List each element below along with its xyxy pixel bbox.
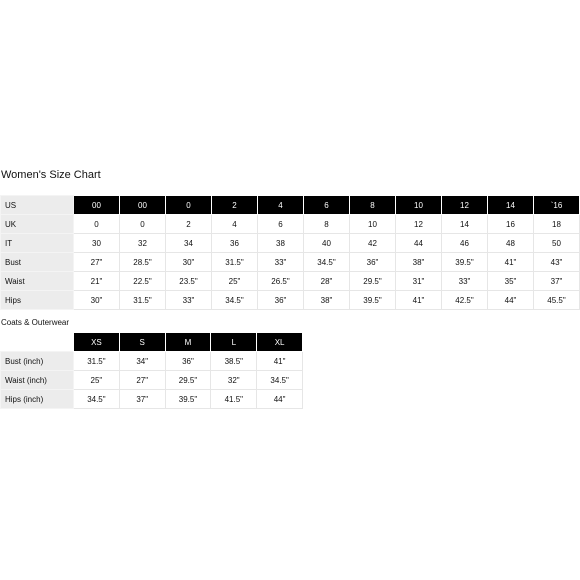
table-cell: 0: [120, 215, 166, 234]
column-header: L: [211, 333, 257, 352]
coats-size-table: [0, 332, 303, 409]
table-cell: 16: [488, 215, 534, 234]
table-cell: 22.5": [120, 272, 166, 291]
table-cell: 46: [442, 234, 488, 253]
table-cell: 38.5": [211, 352, 257, 371]
women-size-table: [0, 195, 580, 310]
table-cell: 41": [396, 291, 442, 310]
table-cell: 40: [304, 234, 350, 253]
table-cell: 36": [165, 352, 211, 371]
table-row: [1, 272, 580, 291]
table-cell: 33": [442, 272, 488, 291]
table-cell: 21": [74, 272, 120, 291]
table-header-row: [1, 333, 303, 352]
column-header: 00: [120, 196, 166, 215]
table-cell: 12: [396, 215, 442, 234]
column-header: 0: [166, 196, 212, 215]
table-cell: 8: [304, 215, 350, 234]
table-row: [1, 352, 303, 371]
row-label: Hips (inch): [1, 390, 74, 409]
table-cell: 31.5": [120, 291, 166, 310]
table-cell: 44": [257, 390, 303, 409]
table-cell: 33": [258, 253, 304, 272]
row-label: Bust: [1, 253, 74, 272]
column-header: XL: [257, 333, 303, 352]
table-cell: 42.5": [442, 291, 488, 310]
empty-corner-cell: [1, 333, 74, 352]
row-label: UK: [1, 215, 74, 234]
table-cell: 29.5": [350, 272, 396, 291]
column-header: `16: [534, 196, 580, 215]
table-cell: 41": [257, 352, 303, 371]
table-cell: 38": [304, 291, 350, 310]
column-header: M: [165, 333, 211, 352]
table-cell: 32: [120, 234, 166, 253]
row-label: US: [1, 196, 74, 215]
table-row: [1, 371, 303, 390]
table-cell: 35": [488, 272, 534, 291]
table-cell: 32": [211, 371, 257, 390]
table-row: [1, 234, 580, 253]
table-row: [1, 390, 303, 409]
table-cell: 38": [396, 253, 442, 272]
table-cell: 28": [304, 272, 350, 291]
table-cell: 28.5": [120, 253, 166, 272]
table-row: [1, 253, 580, 272]
table-cell: 18: [534, 215, 580, 234]
table-cell: 2: [166, 215, 212, 234]
table-cell: 34: [166, 234, 212, 253]
table-cell: 30": [166, 253, 212, 272]
table-cell: 34.5": [212, 291, 258, 310]
table-cell: 38: [258, 234, 304, 253]
table-cell: 14: [442, 215, 488, 234]
row-label: Bust (inch): [1, 352, 74, 371]
table-cell: 26.5": [258, 272, 304, 291]
table-cell: 33": [166, 291, 212, 310]
table-cell: 36": [350, 253, 396, 272]
table-cell: 41": [488, 253, 534, 272]
column-header: 12: [442, 196, 488, 215]
table-cell: 41.5": [211, 390, 257, 409]
row-label: IT: [1, 234, 74, 253]
table-cell: 31.5": [212, 253, 258, 272]
column-header: 2: [212, 196, 258, 215]
table-cell: 44": [488, 291, 534, 310]
column-header: 8: [350, 196, 396, 215]
table-cell: 0: [74, 215, 120, 234]
table-cell: 6: [258, 215, 304, 234]
table-cell: 27": [74, 253, 120, 272]
table-cell: 27": [119, 371, 165, 390]
column-header: S: [119, 333, 165, 352]
table-cell: 30": [74, 291, 120, 310]
table-cell: 36: [212, 234, 258, 253]
table-cell: 34.5": [74, 390, 120, 409]
row-label: Waist: [1, 272, 74, 291]
table-cell: 25": [212, 272, 258, 291]
row-label: Waist (inch): [1, 371, 74, 390]
table-cell: 31": [396, 272, 442, 291]
table-cell: 37": [534, 272, 580, 291]
table-cell: 10: [350, 215, 396, 234]
table-cell: 48: [488, 234, 534, 253]
table-row: [1, 215, 580, 234]
table-cell: 29.5": [165, 371, 211, 390]
column-header: 14: [488, 196, 534, 215]
table-cell: 34": [119, 352, 165, 371]
table-cell: 42: [350, 234, 396, 253]
table-cell: 23.5": [166, 272, 212, 291]
table-cell: 34.5": [304, 253, 350, 272]
table-cell: 50: [534, 234, 580, 253]
column-header: 6: [304, 196, 350, 215]
table-cell: 25": [74, 371, 120, 390]
table-cell: 45.5": [534, 291, 580, 310]
table-header-row: [1, 196, 580, 215]
table-cell: 39.5": [350, 291, 396, 310]
column-header: XS: [74, 333, 120, 352]
column-header: 10: [396, 196, 442, 215]
row-label: Hips: [1, 291, 74, 310]
table-cell: 4: [212, 215, 258, 234]
women-size-chart-title: Women's Size Chart: [1, 169, 101, 181]
table-cell: 34.5": [257, 371, 303, 390]
table-row: [1, 291, 580, 310]
table-cell: 39.5": [165, 390, 211, 409]
table-cell: 31.5": [74, 352, 120, 371]
table-cell: 30: [74, 234, 120, 253]
table-cell: 39.5": [442, 253, 488, 272]
table-cell: 43": [534, 253, 580, 272]
coats-outerwear-title: Coats & Outerwear: [1, 318, 70, 327]
column-header: 4: [258, 196, 304, 215]
table-cell: 44: [396, 234, 442, 253]
table-cell: 37": [119, 390, 165, 409]
table-cell: 36": [258, 291, 304, 310]
column-header: 00: [74, 196, 120, 215]
